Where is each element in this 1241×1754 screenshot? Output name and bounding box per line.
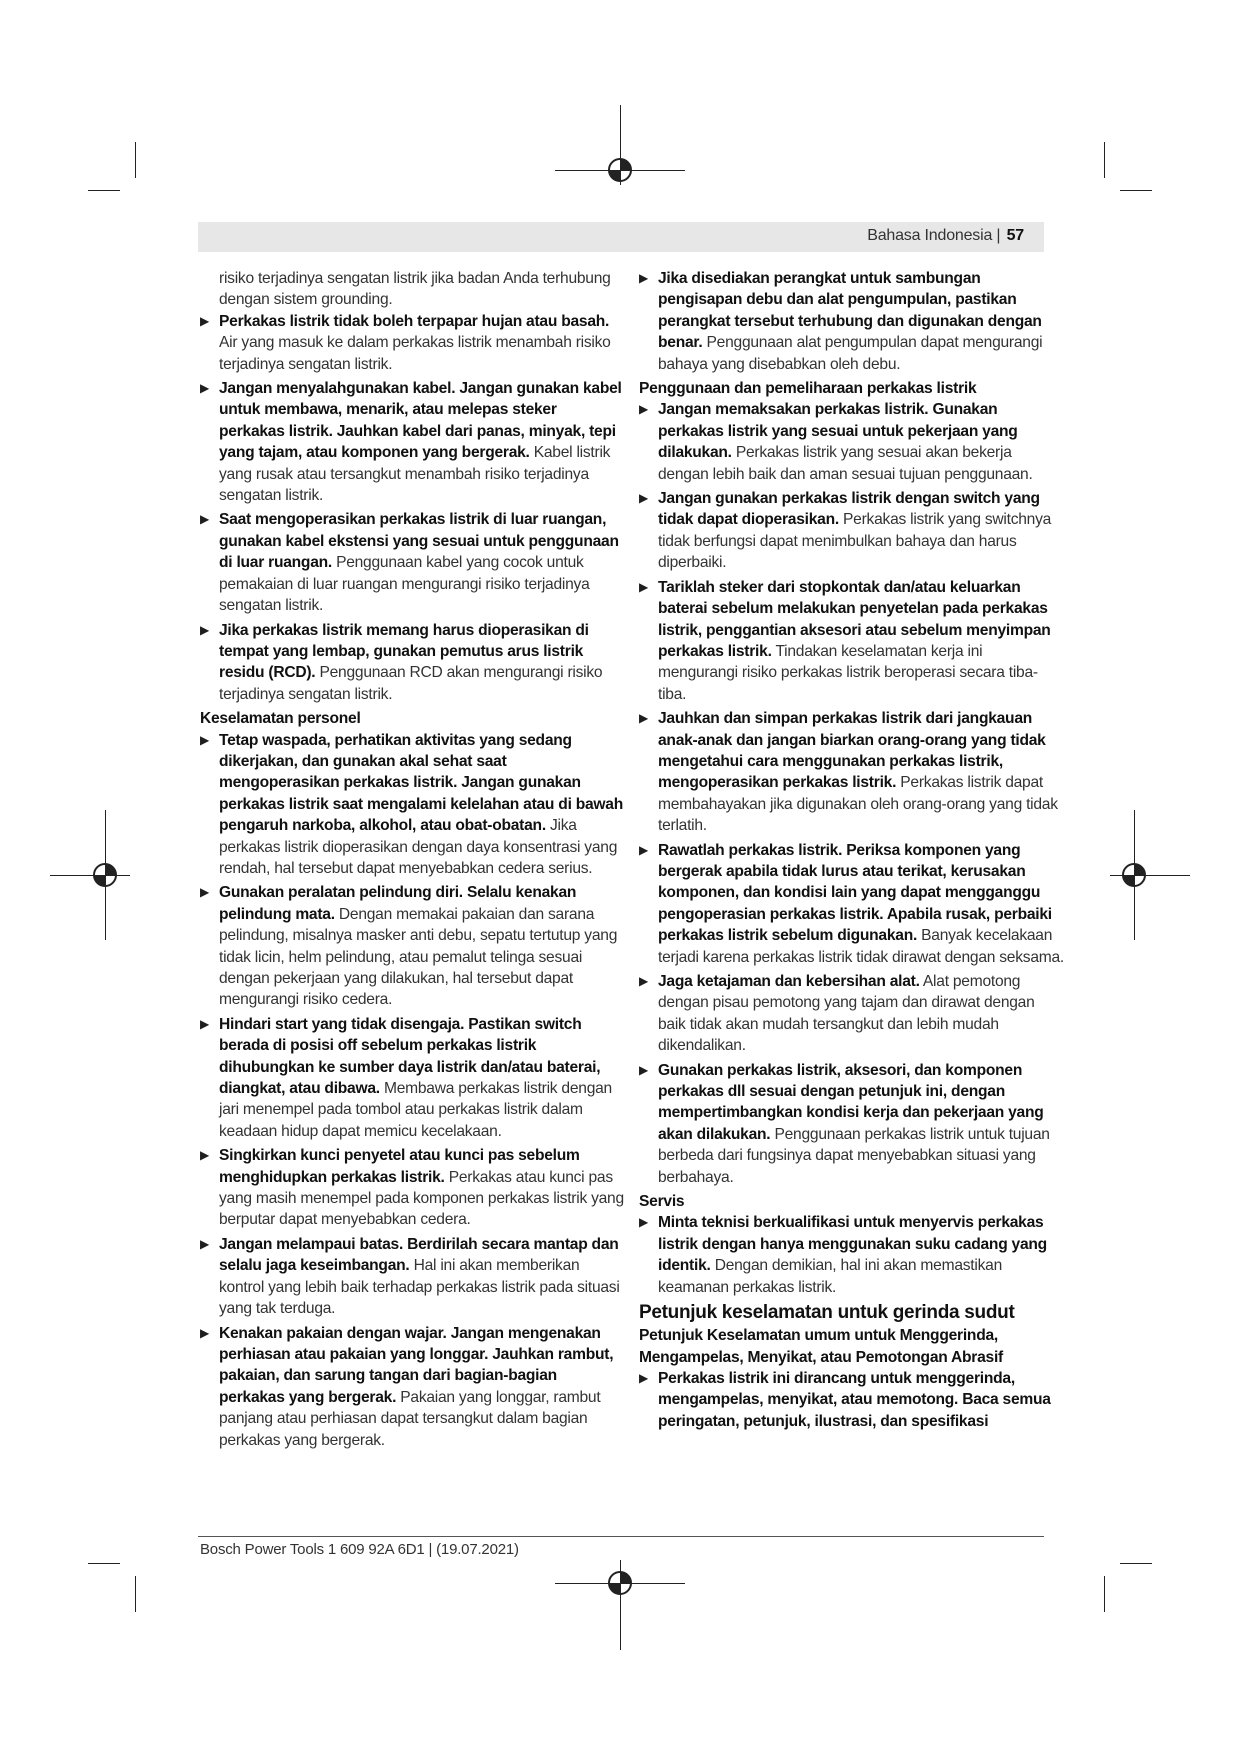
bullet-item xyxy=(200,1323,625,1451)
bullet-item xyxy=(639,1212,1064,1298)
continued-text: risiko terjadinya sengatan listrik jika badan Anda terhubung dengan sistem grounding. xyxy=(219,270,611,309)
bullet-arrow-icon: ▶ xyxy=(639,579,648,594)
bullet-arrow-icon: ▶ xyxy=(200,313,209,328)
bullet-arrow-icon: ▶ xyxy=(639,1062,648,1077)
bullet-item xyxy=(200,311,625,375)
page-header xyxy=(198,222,1044,252)
bullet-arrow-icon: ▶ xyxy=(200,512,209,527)
bullet-bold-text: Jangan menyalahgunakan kabel. Jangan gunakan kabel untuk membawa, menarik, atau melepas steker perkakas listrik. Jauhkan kabel dari panas, minyak, tepi yang tajam, atau komponen yang bergerak. xyxy=(219,380,622,462)
list-grinding xyxy=(639,1368,1064,1432)
bullet-arrow-icon: ▶ xyxy=(200,622,209,637)
list-service xyxy=(639,1212,1064,1298)
bullet-body-text: Dengan memakai pakaian dan sarana pelindung, misalnya masker anti debu, sepatu tertutup yang tidak licin, helm pelindung, atau pemalut telinga sesuai dengan pekerjaan yang dilakukan, hal tersebut dapat mengurangi risiko cedera. xyxy=(219,905,618,1009)
bullet-body-text: Air yang masuk ke dalam perkakas listrik menambah risiko terjadinya sengatan listrik. xyxy=(219,334,611,373)
bullet-body-text: Hal ini akan memberikan kontrol yang lebih baik terhadap perkakas listrik pada situasi yang tak terduga. xyxy=(219,1257,620,1318)
bullet-body-text: Perkakas atau kunci pas yang masih menempel pada komponen perkakas listrik yang berputar dapat menyebabkan cedera. xyxy=(219,1168,624,1229)
bullet-item xyxy=(639,488,1064,574)
bullet-bold-text: Singkirkan kunci penyetel atau kunci pas sebelum menghidupkan perkakas listrik. xyxy=(219,1147,580,1186)
bullet-item xyxy=(639,840,1064,968)
list-tool-use xyxy=(639,399,1064,1188)
bullet-body-text: Penggunaan kabel yang cocok untuk pemakaian di luar ruangan mengurangi risiko terjadinya sengatan listrik. xyxy=(219,554,590,615)
bullet-arrow-icon: ▶ xyxy=(639,271,648,285)
bullet-bold-text: Minta teknisi berkualifikasi untuk menyervis perkakas listrik dengan hanya menggunakan suku cadang yang identik. xyxy=(658,1214,1047,1275)
footer-rule xyxy=(198,1536,1044,1537)
bullet-bold-text: Perkakas listrik tidak boleh terpapar hujan atau basah. xyxy=(219,312,610,330)
bullet-body-text: Alat pemotong dengan pisau pemotong yang tajam dan dirawat dengan baik tidak akan mudah tersangkut dan lebih mudah dikendalikan. xyxy=(658,973,1035,1055)
bullet-item xyxy=(200,509,625,616)
right-column xyxy=(639,268,1064,1435)
bullet-arrow-icon: ▶ xyxy=(200,1148,209,1163)
bullet-item xyxy=(200,1234,625,1320)
section-title: Petunjuk keselamatan untuk gerinda sudut xyxy=(639,1302,1015,1324)
heading-service: Servis xyxy=(639,1193,685,1211)
page-number: 57 xyxy=(1006,227,1024,244)
bullet-bold-text: Jaga ketajaman dan kebersihan alat. xyxy=(658,973,920,990)
bullet-item xyxy=(639,708,1064,836)
bullet-item xyxy=(639,971,1064,1057)
bullet-item xyxy=(639,1060,1064,1188)
bullet-bold-text: Jangan melampaui batas. Berdirilah secara mantap dan selalu jaga keseimbangan. xyxy=(219,1235,619,1275)
bullet-item xyxy=(639,1368,1064,1432)
heading-general-grinding: Petunjuk Keselamatan umum untuk Menggerinda, Mengampelas, Menyikat, atau Pemotongan Abrasif xyxy=(639,1327,1003,1366)
bullet-arrow-icon: ▶ xyxy=(200,732,209,747)
bullet-item xyxy=(639,399,1064,485)
bullet-bold-text: Jika perkakas listrik memang harus dioperasikan di tempat yang lembap, gunakan pemutus arus listrik residu (RCD). xyxy=(219,621,589,682)
bullet-bold-text: Saat mengoperasikan perkakas listrik di luar ruangan, gunakan kabel ekstensi yang sesuai untuk penggunaan di luar ruangan. xyxy=(219,511,619,572)
bullet-bold-text: Jauhkan dan simpan perkakas listrik dari jangkauan anak-anak dan jangan biarkan orang-orang yang tidak mengetahui cara menggunakan perkakas listrik, mengoperasikan perkakas listrik. xyxy=(658,710,1046,792)
bullet-body-text: Jika perkakas listrik dioperasikan dengan daya konsentrasi yang rendah, hal tersebut dapat menyebabkan cedera serius. xyxy=(219,817,618,877)
bullet-item xyxy=(200,1014,625,1142)
bullet-arrow-icon: ▶ xyxy=(200,1325,209,1340)
bullet-arrow-icon: ▶ xyxy=(639,491,648,506)
bullet-bold-text: Jika disediakan perangkat untuk sambungan pengisapan debu dan alat pengumpulan, pastikan perangkat tersebut terhubung dan digunakan dengan benar. xyxy=(658,270,1042,352)
bullet-arrow-icon: ▶ xyxy=(639,842,648,857)
heading-tool-use: Penggunaan dan pemeliharaan perkakas listrik xyxy=(639,380,977,398)
bullet-body-text: Pakaian yang longgar, rambut panjang atau perhiasan dapat tersangkut dalam bagian perkakas yang bergerak. xyxy=(219,1388,601,1449)
bullet-arrow-icon: ▶ xyxy=(639,1370,648,1385)
bullet-body-text: Perkakas listrik yang switchnya tidak berfungsi dapat menimbulkan bahaya dan harus diperbaiki. xyxy=(658,511,1052,572)
bullet-item xyxy=(639,577,1064,705)
left-column xyxy=(200,268,625,1454)
bullet-arrow-icon: ▶ xyxy=(200,1016,209,1031)
bullet-arrow-icon: ▶ xyxy=(639,974,648,988)
list-dust-extraction xyxy=(639,268,1064,375)
bullet-item xyxy=(200,1145,625,1231)
bullet-arrow-icon: ▶ xyxy=(639,402,648,417)
bullet-body-text: Dengan demikian, hal ini akan memastikan keamanan perkakas listrik. xyxy=(658,1257,1002,1296)
header-section: Bahasa Indonesia xyxy=(867,227,993,244)
bullet-body-text: Kabel listrik yang rusak atau tersangkut menambah risiko terjadinya sengatan listrik. xyxy=(219,444,611,505)
bullet-bold-text: Kenakan pakaian dengan wajar. Jangan mengenakan perhiasan atau pakaian yang longgar. Jauhkan rambut, pakaian, dan sarung tangan dari bagian-bagian perkakas yang bergerak. xyxy=(219,1324,614,1406)
bullet-bold-text: Hindari start yang tidak disengaja. Pastikan switch berada di posisi off sebelum perkakas listrik dihubungkan ke sumber daya listrik dan/atau baterai, diangkat, atau dibawa. xyxy=(219,1015,601,1098)
bullet-bold-text: Perkakas listrik ini dirancang untuk menggerinda, mengampelas, menyikat, atau memotong. Baca semua peringatan, petunjuk, ilustrasi, dan spesifikasi xyxy=(658,1369,1051,1430)
bullet-body-text: Penggunaan RCD akan mengurangi risiko terjadinya sengatan listrik. xyxy=(219,664,603,703)
bullet-item xyxy=(200,378,625,506)
bullet-body-text: Perkakas listrik yang sesuai akan bekerja dengan lebih baik dan aman sesuai tujuan penggunaan. xyxy=(658,444,1033,483)
bullet-bold-text: Tetap waspada, perhatikan aktivitas yang sedang dikerjakan, dan gunakan akal sehat saat mengoperasikan perkakas listrik. Jangan gunakan perkakas listrik saat mengalami kelelahan atau di bawah pengaruh narkoba, alkohol, atau obat-obatan. xyxy=(219,731,624,835)
bullet-body-text: Tindakan keselamatan kerja ini mengurangi risiko perkakas listrik beroperasi secara tiba-tiba. xyxy=(658,642,1038,703)
list-personal-safety xyxy=(200,730,625,1451)
bullet-bold-text: Gunakan perkakas listrik, aksesori, dan komponen perkakas dll sesuai dengan petunjuk ini, dengan mempertimbangkan kondisi kerja dan pekerjaan yang akan dilakukan. xyxy=(658,1061,1044,1143)
bullet-body-text: Membawa perkakas listrik dengan jari menempel pada tombol atau perkakas listrik dalam keadaan hidup dapat memicu kecelakaan. xyxy=(219,1080,612,1140)
bullet-body-text: Penggunaan perkakas listrik untuk tujuan berbeda dari fungsinya dapat menyebabkan situasi yang berbahaya. xyxy=(658,1125,1050,1186)
header-label: Bahasa Indonesia | 57 xyxy=(867,227,1024,244)
list-electrical-safety xyxy=(200,311,625,705)
bullet-arrow-icon: ▶ xyxy=(200,381,209,396)
bullet-bold-text: Gunakan peralatan pelindung diri. Selalu kenakan pelindung mata. xyxy=(219,884,577,923)
registration-mark-icon xyxy=(1121,862,1147,888)
bullet-bold-text: Jangan gunakan perkakas listrik dengan switch yang tidak dapat dioperasikan. xyxy=(658,490,1040,529)
bullet-arrow-icon: ▶ xyxy=(639,1215,648,1230)
registration-mark-icon xyxy=(92,862,118,888)
bullet-item xyxy=(200,620,625,706)
bullet-body-text: Penggunaan alat pengumpulan dapat mengurangi bahaya yang disebabkan oleh debu. xyxy=(658,334,1043,373)
bullet-bold-text: Jangan memaksakan perkakas listrik. Gunakan perkakas listrik yang sesuai untuk pekerjaan yang dilakukan. xyxy=(658,401,1018,462)
bullet-item xyxy=(639,268,1064,375)
bullet-item xyxy=(200,730,625,880)
bullet-arrow-icon: ▶ xyxy=(639,711,648,726)
bullet-item xyxy=(200,882,625,1010)
heading-personal-safety: Keselamatan personel xyxy=(200,710,361,728)
footer-text: Bosch Power Tools 1 609 92A 6D1 | (19.07.2021) xyxy=(200,1541,519,1558)
registration-mark-icon xyxy=(607,157,633,183)
registration-mark-icon xyxy=(607,1570,633,1596)
bullet-bold-text: Tariklah steker dari stopkontak dan/atau keluarkan baterai sebelum melakukan penyetelan pada perkakas listrik, penggantian aksesori atau sebelum menyimpan perkakas listrik. xyxy=(658,578,1051,660)
bullet-arrow-icon: ▶ xyxy=(200,1236,209,1251)
bullet-body-text: Banyak kecelakaan terjadi karena perkakas listrik tidak dirawat dengan seksama. xyxy=(658,927,1064,966)
bullet-body-text: Perkakas listrik dapat membahayakan jika digunakan oleh orang-orang yang tidak terlatih. xyxy=(658,774,1058,835)
bullet-bold-text: Rawatlah perkakas listrik. Periksa komponen yang bergerak apabila tidak lurus atau terikat, kerusakan komponen, dan kondisi lain yang dapat mengganggu pengoperasian perkakas listrik. Apabila rusak, perbaiki perkakas listrik sebelum digunakan. xyxy=(658,841,1052,945)
bullet-arrow-icon: ▶ xyxy=(200,885,209,900)
